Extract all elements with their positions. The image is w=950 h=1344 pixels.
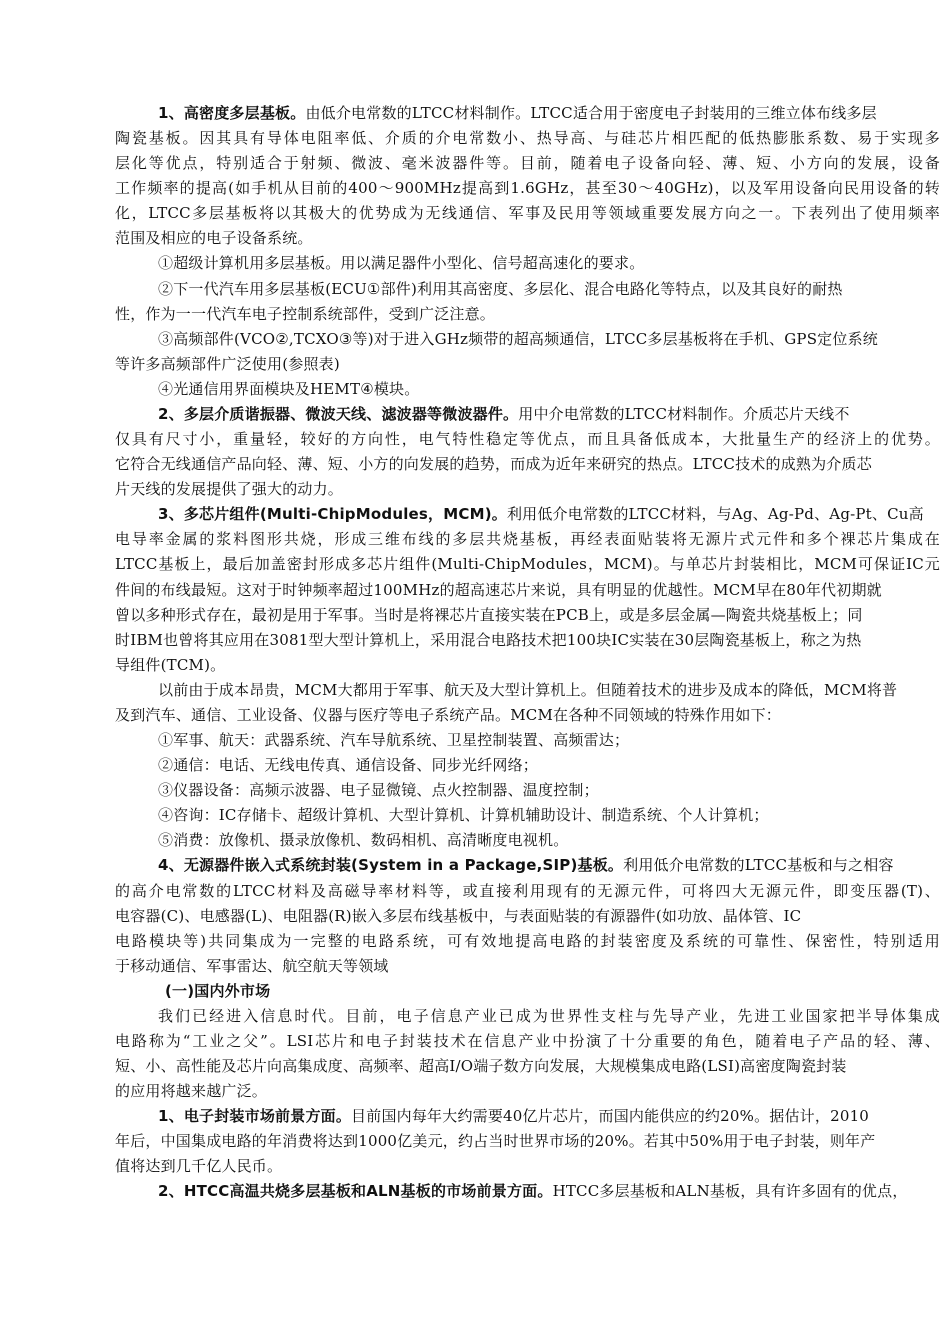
text-line — [115, 304, 495, 326]
line-text: ①超级计算机用多层基板。用以满足器件小型化、信号超高速化的要求。 — [158, 254, 645, 272]
line-text: 件间的布线最短。这对于时钟频率超过100MHz的超高速芯片来说，具有明显的优越性。MCM早在80年代初期就 — [115, 581, 882, 599]
text-line — [115, 128, 940, 150]
line-text: 陶瓷基板。因其具有导体电阻率低、介质的介电常数小、热导高、与硅芯片相匹配的低热膨胀系数、易于实现多 — [115, 129, 940, 147]
text-line — [115, 1056, 847, 1078]
text-line — [115, 454, 872, 476]
text-line — [115, 1031, 940, 1053]
text-line — [115, 178, 940, 200]
line-text: 用中介电常数的LTCC材料制作。介质芯片天线不 — [518, 405, 850, 423]
text-line — [115, 354, 340, 376]
text-line — [115, 906, 801, 928]
text-line — [115, 580, 882, 602]
text-line — [158, 279, 843, 301]
line-text: 化，LTCC多层基板将以其极大的优势成为无线通信、军事及民用等领域重要发展方向之一。下表列出了使用频率 — [115, 204, 940, 222]
text-line — [115, 956, 389, 978]
section-heading-line — [158, 855, 894, 877]
line-text: 及到汽车、通信、工业设备、仪器与医疗等电子系统产品。MCM在各种不同领域的特殊作用如下： — [115, 706, 781, 724]
text-line — [158, 680, 897, 702]
bold-heading: 4、无源器件嵌入式系统封装(System in a Package,SIP)基板。 — [158, 856, 624, 874]
section-heading-line — [158, 404, 850, 426]
text-line — [115, 655, 225, 677]
line-text: ①军事、航天：武器系统、汽车导航系统、卫星控制装置、高频雷达； — [158, 731, 630, 749]
line-text: 由低介电常数的LTCC材料制作。LTCC适合用于密度电子封装用的三维立体布线多层 — [305, 104, 877, 122]
text-line — [158, 780, 599, 802]
line-text: 曾以多种形式存在，最初是用于军事。当时是将裸芯片直接实装在PCB上，或是多层金属—陶瓷共烧基板上；同 — [115, 606, 863, 624]
text-line — [115, 153, 940, 175]
line-text: LTCC基板上，最后加盖密封形成多芯片组件(Multi-ChipModules，MCM)。与单芯片封装相比，MCM可保证IC元 — [115, 555, 940, 573]
text-line — [158, 755, 538, 777]
bold-heading: 3、多芯片组件(Multi-ChipModules，MCM)。 — [158, 505, 507, 523]
line-text: 值将达到几千亿人民币。 — [115, 1157, 283, 1175]
line-text: 仅具有尺寸小，重量轻，较好的方向性，电气特性稳定等优点，而且具备低成本，大批量生产的经济上的优势。 — [115, 430, 940, 448]
line-text: 短、小、高性能及芯片向高集成度、高频率、超高I/O端子数方向发展，大规模集成电路(LSI)高密度陶瓷封装 — [115, 1057, 847, 1075]
text-line — [158, 253, 644, 275]
line-text: ②下一代汽车用多层基板(ECU①部件)利用其高密度、多层化、混合电路化等特点，以及其良好的耐热 — [158, 280, 843, 298]
text-line — [115, 931, 940, 953]
line-text: ③仪器设备：高频示波器、电子显微镜、点火控制器、温度控制； — [158, 781, 599, 799]
line-text: 范围及相应的电子设备系统。 — [115, 229, 313, 247]
text-line — [115, 605, 863, 627]
text-line — [115, 529, 940, 551]
bold-heading: 2、HTCC高温共烧多层基板和ALN基板的市场前景方面。 — [158, 1182, 553, 1200]
line-text: 工作频率的提高(如手机从目前的400～900MHz提高到1.6GHz，甚至30～40GHz)，以及军用设备向民用设备的转 — [115, 179, 940, 197]
section-heading-line — [158, 103, 877, 125]
text-line — [115, 881, 940, 903]
line-text: 导组件(TCM)。 — [115, 656, 226, 674]
line-text: ④咨询：IC存储卡、超级计算机、大型计算机、计算机辅助设计、制造系统、个人计算机； — [158, 806, 769, 824]
section-heading-line — [165, 981, 270, 1003]
bold-heading: (一)国内外市场 — [165, 982, 271, 1000]
text-line — [115, 1156, 282, 1178]
bold-heading: 1、电子封装市场前景方面。 — [158, 1107, 352, 1125]
line-text: 性，作为一一代汽车电子控制系统部件，受到广泛注意。 — [115, 305, 496, 323]
line-text: 利用低介电常数的LTCC材料，与Ag、Ag-Pd、Ag-Pt、Cu高 — [506, 505, 924, 523]
line-text: 的应用将越来越广泛。 — [115, 1082, 268, 1100]
bold-heading: 2、多层介质谐振器、微波天线、滤波器等微波器件。 — [158, 405, 519, 423]
line-text: 我们已经进入信息时代。目前，电子信息产业已成为世界性支柱与先导产业，先进工业国家把半导体集成 — [158, 1007, 940, 1025]
line-text: 电路称为“工业之父”。LSI芯片和电子封装技术在信息产业中扮演了十分重要的角色，随着电子产品的轻、薄、 — [115, 1032, 940, 1050]
text-line — [115, 203, 940, 225]
text-line — [158, 379, 419, 401]
line-text: 利用低介电常数的LTCC基板和与之相容 — [623, 856, 894, 874]
line-text: 以前由于成本昂贵，MCM大都用于军事、航天及大型计算机上。但随着技术的进步及成本的降低，MCM将普 — [158, 681, 898, 699]
line-text: ③高频部件(VCO②,TCXO③等)对于进入GHz频带的超高频通信，LTCC多层基板将在手机、GPS定位系统 — [158, 330, 878, 348]
line-text: 的高介电常数的LTCC材料及高磁导率材料等，或直接利用现有的无源元件，可将四大无源元件，即变压器(T)、 — [115, 882, 940, 900]
text-line — [115, 554, 940, 576]
text-line — [158, 1006, 940, 1028]
text-line — [115, 705, 781, 727]
line-text: 等许多高频部件广泛使用(参照表) — [115, 355, 340, 373]
line-text: 时IBM也曾将其应用在3081型大型计算机上，采用混合电路技术把100块IC实装在30层陶瓷基板上，称之为热 — [115, 631, 862, 649]
line-text: 目前国内每年大约需要40亿片芯片，而国内能供应的约20%。据估计，2010 — [351, 1107, 870, 1125]
section-heading-line — [158, 504, 924, 526]
line-text: 电路模块等)共同集成为一完整的电路系统，可有效地提高电路的封装密度及系统的可靠性、保密性，特别适用 — [115, 932, 940, 950]
line-text: ⑤消费：放像机、摄录放像机、数码相机、高清晰度电视机。 — [158, 831, 569, 849]
section-heading-line — [158, 1181, 908, 1203]
text-line — [115, 479, 343, 501]
line-text: 片天线的发展提供了强大的动力。 — [115, 480, 344, 498]
line-text: 层化等优点，特别适合于射频、微波、毫米波器件等。目前，随着电子设备向轻、薄、短、小方向的发展，设备 — [115, 154, 940, 172]
line-text: HTCC多层基板和ALN基板，具有许多固有的优点， — [552, 1182, 908, 1200]
line-text: ②通信：电话、无线电传真、通信设备、同步光纤网络； — [158, 756, 539, 774]
line-text: 它符合无线通信产品向轻、薄、短、小方的向发展的趋势，而成为近年来研究的热点。LTCC技术的成熟为介质芯 — [115, 455, 872, 473]
text-line — [158, 805, 769, 827]
bold-heading: 1、高密度多层基板。 — [158, 104, 306, 122]
line-text: 年后，中国集成电路的年消费将达到1000亿美元，约占当时世界市场的20%。若其中50%用于电子封装，则年产 — [115, 1132, 876, 1150]
text-line — [158, 329, 878, 351]
text-line — [115, 228, 313, 250]
section-heading-line — [158, 1106, 869, 1128]
text-line — [115, 1081, 267, 1103]
line-text: 电容器(C)、电感器(L)、电阻器(R)嵌入多层布线基板中，与表面贴装的有源器件(如功放、晶体管、IC — [115, 907, 802, 925]
line-text: ④光通信用界面模块及HEMT④模块。 — [158, 380, 420, 398]
line-text: 电导率金属的浆料图形共烧，形成三维布线的多层共烧基板，再经表面贴装将无源片式元件和多个裸芯片集成在 — [115, 530, 940, 548]
text-line — [158, 730, 629, 752]
line-text: 于移动通信、军事雷达、航空航天等领域 — [115, 957, 389, 975]
text-line — [115, 630, 861, 652]
text-line — [115, 429, 940, 451]
text-line — [115, 1131, 875, 1153]
text-line — [158, 830, 568, 852]
